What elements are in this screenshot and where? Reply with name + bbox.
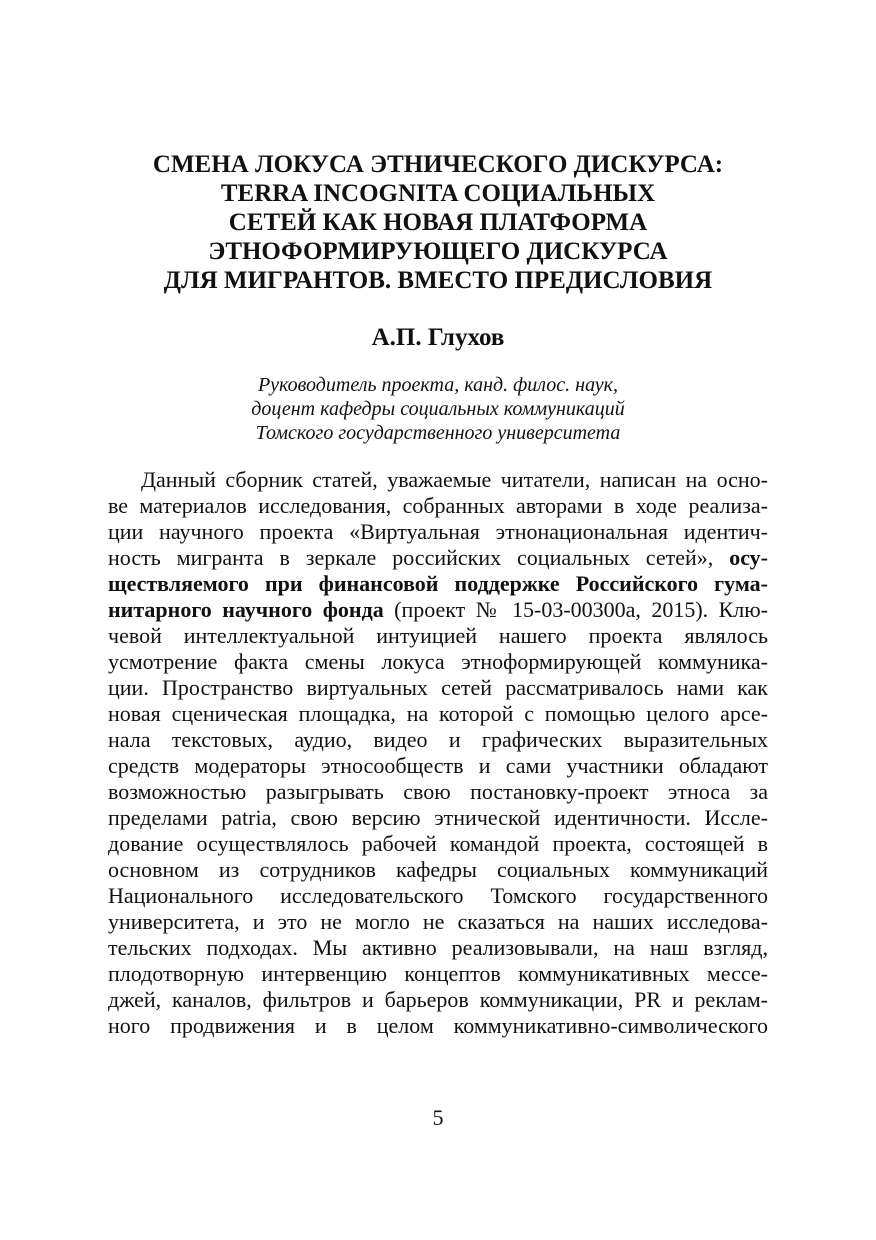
body-text-line <box>108 623 768 649</box>
affiliation-line: доцент кафедры социальных коммуникаций <box>251 398 625 420</box>
body-text-line <box>108 935 768 961</box>
title-line: ДЛЯ МИГРАНТОВ. ВМЕСТО ПРЕДИСЛОВИЯ <box>163 267 713 294</box>
text-span: дование осуществлялось рабочей командой проекта, состоящей в <box>108 831 768 856</box>
text-span: нала текстовых, аудио, видео и графических выразительных <box>108 727 768 752</box>
bold-text-span: нитарного научного фонда <box>108 597 384 622</box>
text-span: (проект № 15-03-00300а, 2015). Клю- <box>394 597 769 622</box>
body-text-line <box>108 701 768 727</box>
text-span: новая сценическая площадка, на которой с помощью целого арсе- <box>108 701 768 726</box>
affiliation-line: Руководитель проекта, канд. филос. наук, <box>257 374 619 396</box>
body-text-line <box>108 675 768 701</box>
affiliation-line: Томского государственного университета <box>255 422 621 444</box>
text-span: возможностью разыгрывать свою постановку-проект этноса за <box>108 779 768 804</box>
bold-text-span: ществляемого при финансовой поддержке Российского гума- <box>108 571 768 596</box>
body-text-line <box>108 467 768 493</box>
text-span: плодотворную интервенцию концептов коммуникативных мессе- <box>108 961 768 986</box>
title-line: СЕТЕЙ КАК НОВАЯ ПЛАТФОРМА <box>228 209 648 236</box>
article-title <box>100 150 776 295</box>
body-text-line <box>108 961 768 987</box>
body-text-line <box>108 649 768 675</box>
text-span: ность мигранта в зеркале российских социальных сетей», <box>108 545 714 570</box>
author-affiliation <box>100 373 776 445</box>
body-text-line <box>108 753 768 779</box>
body-text-line <box>108 571 768 597</box>
text-span: университета, и это не могло не сказаться на наших исследова- <box>108 909 768 934</box>
body-text-line <box>108 909 768 935</box>
body-text-line <box>108 519 768 545</box>
body-text-line <box>108 987 768 1013</box>
text-span: Национального исследовательского Томского государственного <box>108 883 768 908</box>
body-text-line <box>108 831 768 857</box>
title-line: ЭТНОФОРМИРУЮЩЕГО ДИСКУРСА <box>208 238 668 265</box>
body-text-line <box>108 493 768 519</box>
title-line: СМЕНА ЛОКУСА ЭТНИЧЕСКОГО ДИСКУРСА: <box>152 151 724 178</box>
text-span: ции. Пространство виртуальных сетей рассматривалось нами как <box>108 675 768 700</box>
text-span: ного продвижения и в целом коммуникативно-символического <box>108 1013 768 1038</box>
body-text-line <box>108 1013 768 1039</box>
text-span: ции научного проекта «Виртуальная этнонациональная идентич- <box>108 519 768 544</box>
text-span: средств модераторы этносообществ и сами участники обладают <box>108 753 768 778</box>
bold-text-span: осу- <box>729 545 768 570</box>
author-name: А.П. Глухов <box>371 324 505 351</box>
title-line: TERRA INCOGNITA СОЦИАЛЬНЫХ <box>220 180 656 207</box>
text-span: пределами patria, свою версию этнической идентичности. Иссле- <box>108 805 768 830</box>
body-text-line <box>108 545 768 571</box>
text-span: основном из сотрудников кафедры социальных коммуникаций <box>108 857 768 882</box>
body-text-line <box>108 857 768 883</box>
body-text-line <box>108 779 768 805</box>
page-number: 5 <box>432 1105 444 1130</box>
text-span: усмотрение факта смены локуса этноформирующей коммуника- <box>108 649 768 674</box>
text-span: чевой интеллектуальной интуицией нашего проекта являлось <box>108 623 768 648</box>
body-text-line <box>108 805 768 831</box>
body-text-line <box>108 597 768 623</box>
text-span: тельских подходах. Мы активно реализовывали, на наш взгляд, <box>108 935 768 960</box>
text-span: Данный сборник статей, уважаемые читатели, написан на осно- <box>141 467 768 492</box>
body-text-line <box>108 727 768 753</box>
body-paragraph <box>108 467 768 1039</box>
text-span: ве материалов исследования, собранных авторами в ходе реализа- <box>108 493 768 518</box>
text-span: джей, каналов, фильтров и барьеров коммуникации, PR и реклам- <box>108 987 768 1012</box>
body-text-line <box>108 883 768 909</box>
